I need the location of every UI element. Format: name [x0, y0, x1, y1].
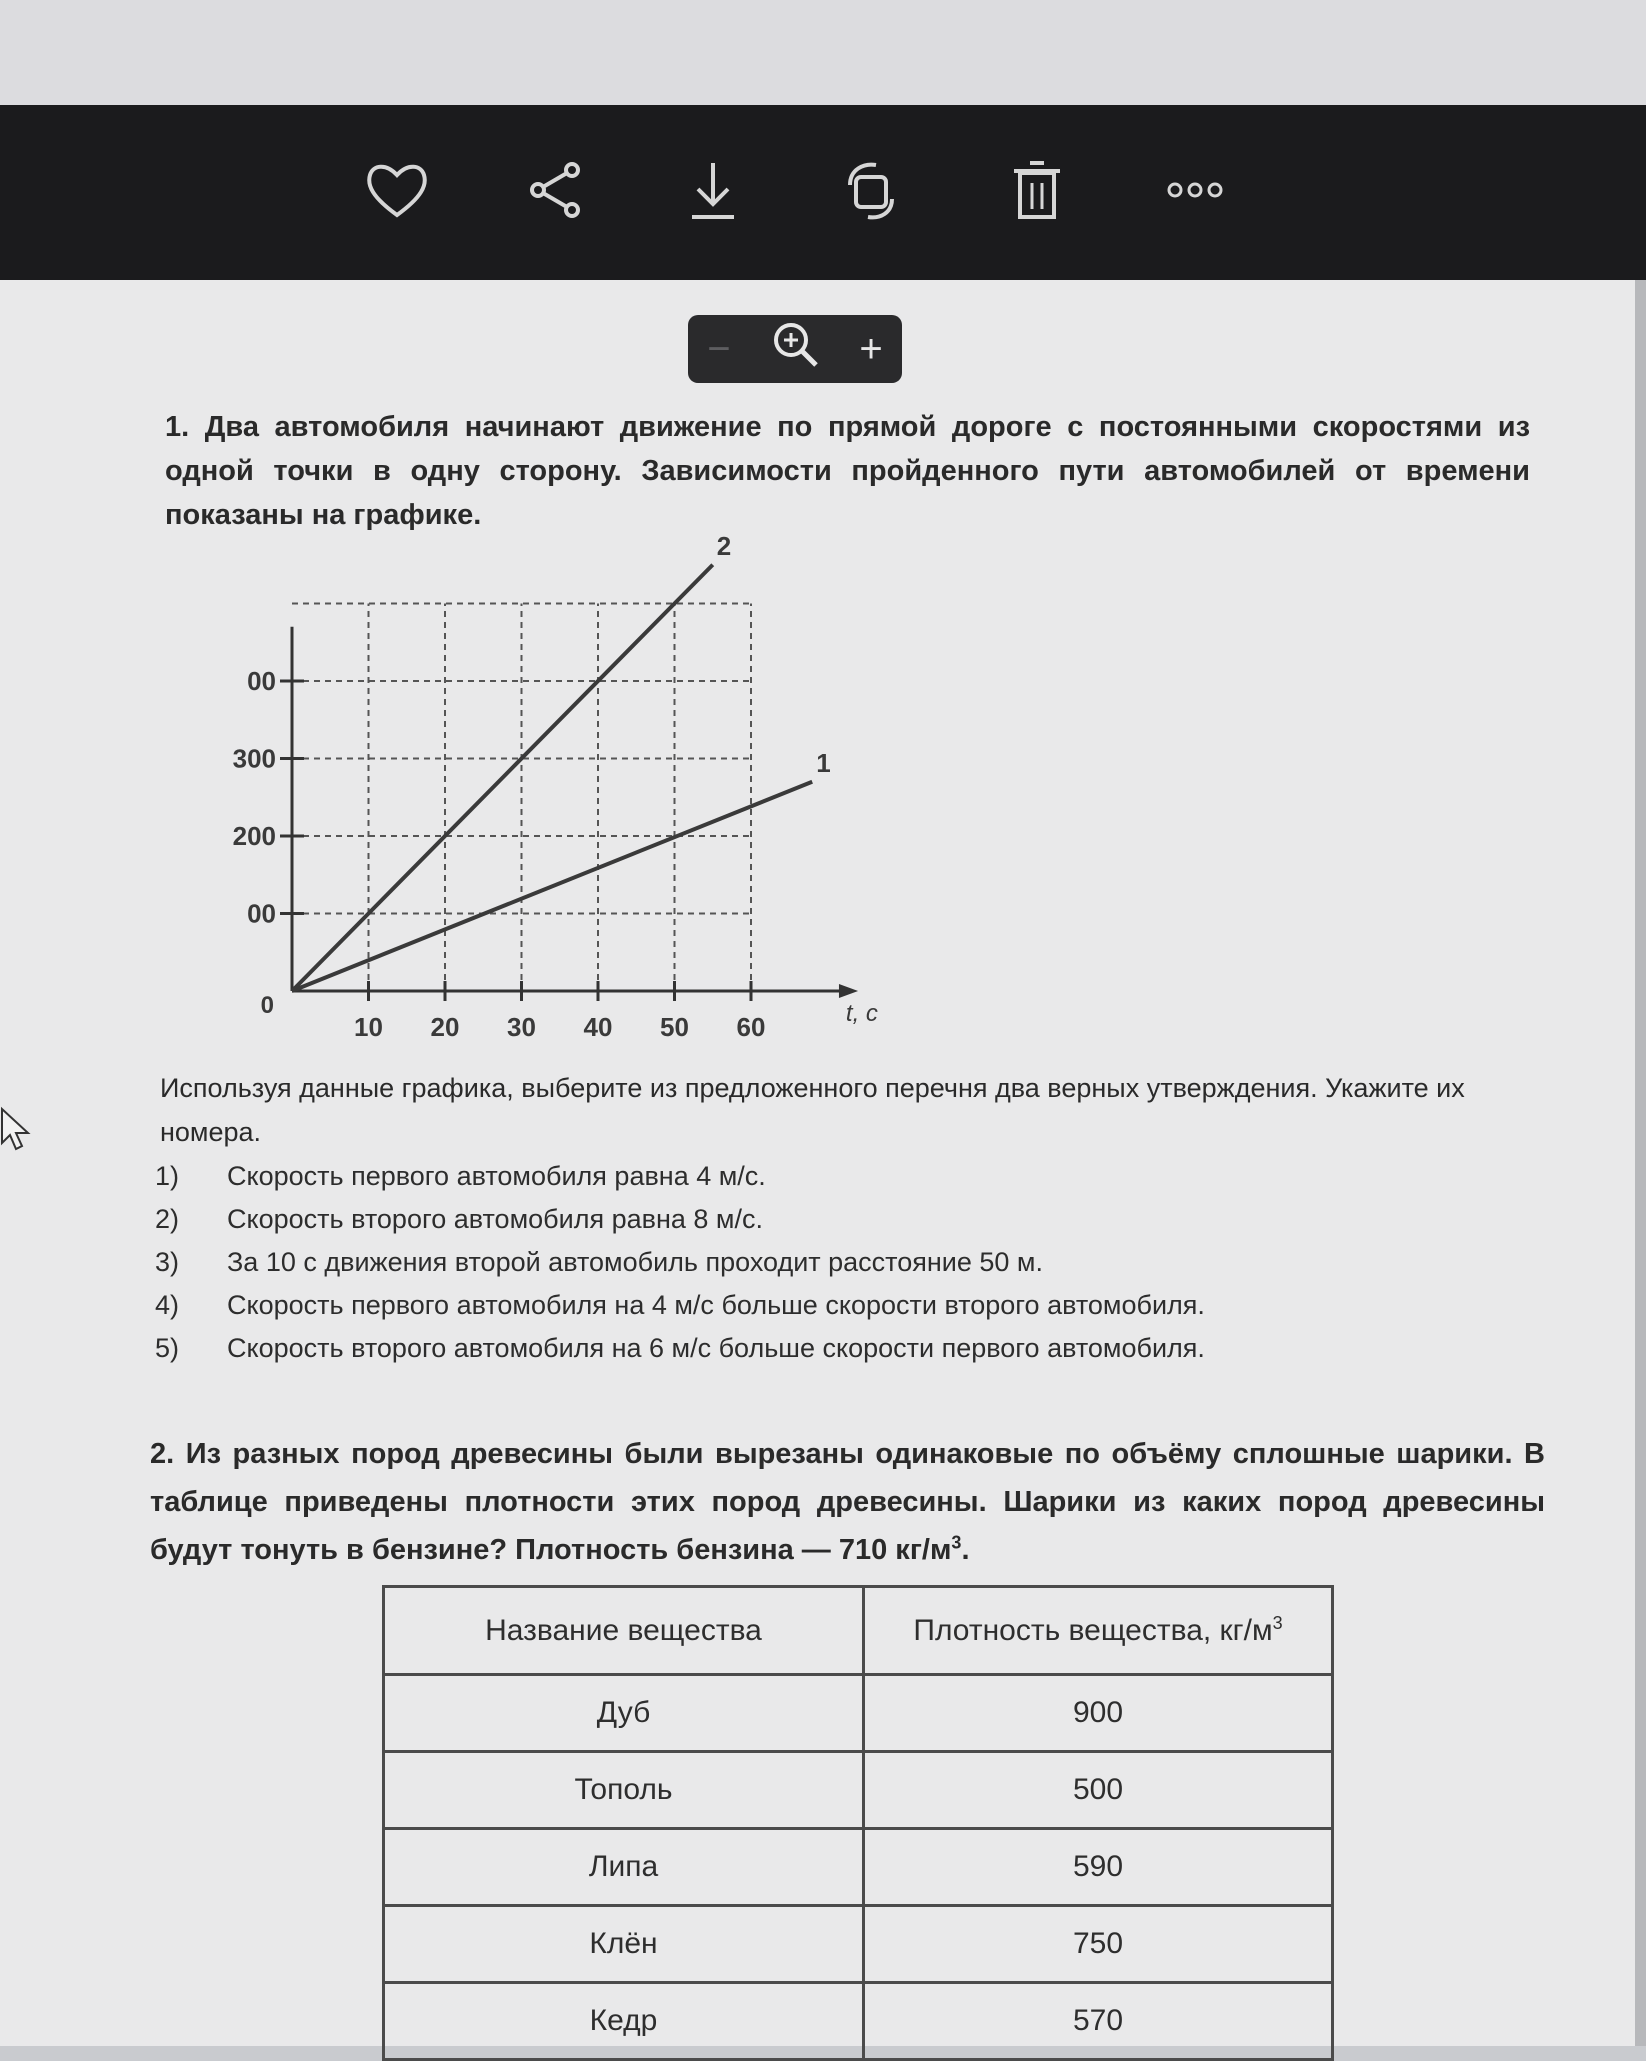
option-number: 5) — [155, 1333, 180, 1363]
download-button[interactable] — [668, 145, 758, 235]
photo-toolbar — [0, 105, 1646, 280]
option-text: За 10 с движения второй автомобиль проходит расстояние 50 м. — [227, 1247, 1043, 1277]
y-tick-label: 00 — [247, 898, 276, 929]
column-header-density-sup: 3 — [1272, 1612, 1283, 1633]
wood-density: 590 — [864, 1829, 1333, 1906]
question-2-body: 2. Из разных пород древесины были вырезаны одинаковые по объёму сплошные шарики. В таблице приведены плотности этих пород древесины. Шарики из каких пород древесины будут тонуть в бензине? Плотность бензина — 710 кг/м — [150, 1438, 1545, 1566]
top-strip — [0, 0, 1646, 105]
page-edge — [1635, 280, 1646, 2046]
zoom-in-button[interactable]: + — [859, 326, 883, 371]
wood-density: 900 — [864, 1675, 1333, 1752]
option-text: Скорость первого автомобиля равна 4 м/с. — [227, 1161, 766, 1191]
heart-icon — [362, 155, 432, 225]
option-number: 4) — [155, 1290, 180, 1320]
favorite-button[interactable] — [352, 145, 442, 235]
more-icon — [1160, 155, 1230, 225]
delete-button[interactable] — [992, 145, 1082, 235]
trash-icon — [1002, 155, 1072, 225]
x-tick-label: 50 — [660, 1012, 689, 1042]
column-header-name: Название вещества — [384, 1587, 864, 1675]
wood-name: Клён — [384, 1906, 864, 1983]
answer-option — [155, 1327, 1455, 1370]
wood-name: Дуб — [384, 1675, 864, 1752]
y-tick-label: 200 — [232, 821, 276, 851]
option-text: Скорость второго автомобиля на 6 м/с больше скорости первого автомобиля. — [227, 1333, 1205, 1363]
x-tick-label: 10 — [354, 1012, 383, 1042]
x-tick-label: 30 — [507, 1012, 536, 1042]
question-1-instruction: Используя данные графика, выберите из предложенного перечня два верных утверждения. Укажите их номера. — [160, 1073, 1465, 1147]
series-label-2: 2 — [716, 530, 732, 561]
question-2-text — [150, 1430, 1545, 1574]
wood-name: Липа — [384, 1829, 864, 1906]
answer-option — [155, 1198, 1455, 1241]
x-tick-label: 60 — [736, 1012, 766, 1042]
series-label-1: 1 — [816, 747, 831, 778]
x-tick-label: 20 — [430, 1012, 460, 1042]
mouse-cursor-icon — [0, 1105, 40, 1155]
table-header-row — [384, 1587, 1333, 1675]
question-1-text: 1. Два автомобиля начинают движение по прямой дороге с постоянными скоростями из одной точки в одну сторону. Зависимости пройденного пути автомобилей от времени показаны на графике. — [165, 411, 1530, 531]
density-table — [382, 1585, 1334, 2061]
wood-density: 500 — [864, 1752, 1333, 1829]
download-icon — [678, 155, 748, 225]
share-button[interactable] — [510, 145, 600, 235]
option-number: 2) — [155, 1204, 180, 1234]
option-text: Скорость первого автомобиля на 4 м/с больше скорости второго автомобиля. — [227, 1290, 1205, 1320]
zoom-magnifier-icon[interactable] — [769, 318, 821, 380]
share-icon — [520, 155, 590, 225]
answer-options — [155, 1155, 1455, 1370]
y-tick-label: 300 — [232, 743, 276, 774]
table-row — [384, 1752, 1333, 1829]
zoom-control — [688, 315, 902, 383]
rotate-button[interactable] — [826, 145, 916, 235]
wood-density: 750 — [864, 1906, 1333, 1983]
option-number: 1) — [155, 1161, 180, 1191]
table-row — [384, 1675, 1333, 1752]
wood-density: 570 — [864, 1983, 1333, 2060]
y-tick-label: 00 — [247, 666, 276, 696]
table-row — [384, 1829, 1333, 1906]
zoom-out-button[interactable]: − — [707, 326, 731, 371]
option-text: Скорость второго автомобиля равна 8 м/с. — [227, 1204, 763, 1234]
answer-option — [155, 1155, 1455, 1198]
x-tick-label: 40 — [583, 1012, 613, 1042]
answer-option — [155, 1284, 1455, 1327]
answer-option — [155, 1241, 1455, 1284]
origin-label: 0 — [260, 992, 274, 1019]
wood-name: Тополь — [384, 1752, 864, 1829]
x-axis-label: t, с — [845, 1000, 878, 1027]
table-row — [384, 1983, 1333, 2060]
table-row — [384, 1906, 1333, 1983]
more-button[interactable] — [1150, 145, 1240, 235]
option-number: 3) — [155, 1247, 180, 1277]
column-header-density — [864, 1587, 1333, 1675]
column-header-density-text: Плотность вещества, кг/м — [913, 1613, 1273, 1647]
rotate-icon — [836, 155, 906, 225]
question-2-end: . — [961, 1534, 970, 1566]
wood-name: Кедр — [384, 1983, 864, 2060]
question-2-sup: 3 — [951, 1532, 962, 1553]
